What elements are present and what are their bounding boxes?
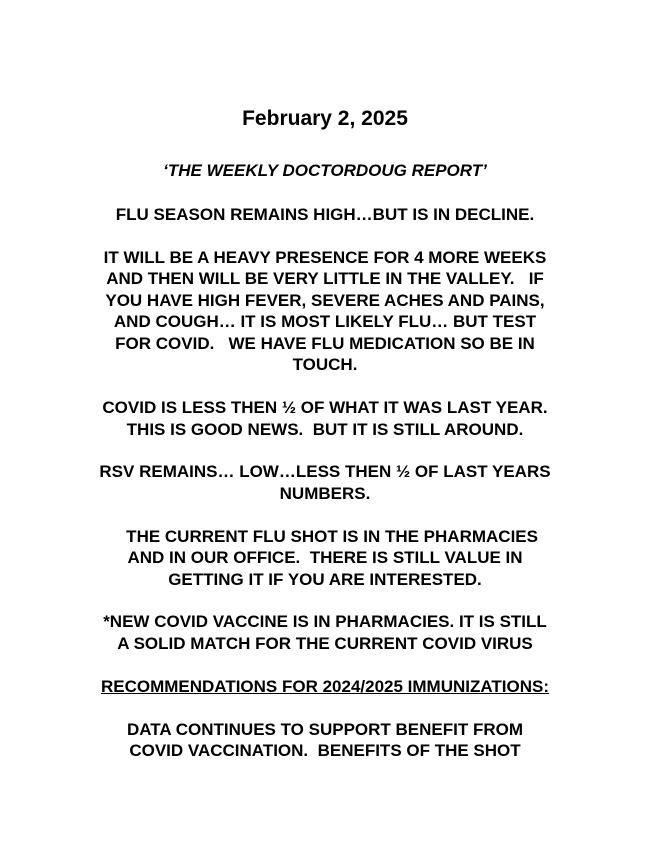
paragraph-line: GETTING IT IF YOU ARE INTERESTED. [168, 570, 482, 589]
recommendations-heading: RECOMMENDATIONS FOR 2024/2025 IMMUNIZATIONS: [100, 677, 550, 696]
paragraph-line: COVID IS LESS THEN ½ OF WHAT IT WAS LAST YEAR. [102, 398, 548, 417]
paragraph-line: THE CURRENT FLU SHOT IS IN THE PHARMACIES [112, 527, 538, 546]
paragraph-line: TOUCH. [292, 355, 358, 374]
paragraph-line: *NEW COVID VACCINE IS IN PHARMACIES. IT IS STILL [103, 612, 547, 631]
paragraph-line: AND THEN WILL BE VERY LITTLE IN THE VALLEY. IF [106, 269, 544, 288]
paragraph-line: COVID VACCINATION. BENEFITS OF THE SHOT [129, 741, 521, 760]
paragraph-line: IT WILL BE A HEAVY PRESENCE FOR 4 MORE WEEKS [103, 248, 547, 267]
paragraph-line: YOU HAVE HIGH FEVER, SEVERE ACHES AND PAINS, [105, 291, 545, 310]
paragraph-line: AND IN OUR OFFICE. THERE IS STILL VALUE IN [127, 548, 523, 567]
paragraph-line: FOR COVID. WE HAVE FLU MEDICATION SO BE IN [115, 334, 535, 353]
report-date: February 2, 2025 [242, 107, 408, 130]
paragraph-line: DATA CONTINUES TO SUPPORT BENEFIT FROM [126, 720, 524, 739]
report-title: ‘THE WEEKLY DOCTORDOUG REPORT’ [163, 161, 487, 180]
flu-season-line: FLU SEASON REMAINS HIGH…BUT IS IN DECLINE. [115, 205, 535, 224]
paragraph-line: THIS IS GOOD NEWS. BUT IT IS STILL AROUND. [126, 420, 524, 439]
paragraph-line: NUMBERS. [279, 484, 371, 503]
paragraph-line: RSV REMAINS… LOW…LESS THEN ½ OF LAST YEARS [99, 462, 551, 481]
paragraph-line: A SOLID MATCH FOR THE CURRENT COVID VIRUS [117, 634, 533, 653]
paragraph-line: AND COUGH… IT IS MOST LIKELY FLU… BUT TEST [113, 312, 537, 331]
